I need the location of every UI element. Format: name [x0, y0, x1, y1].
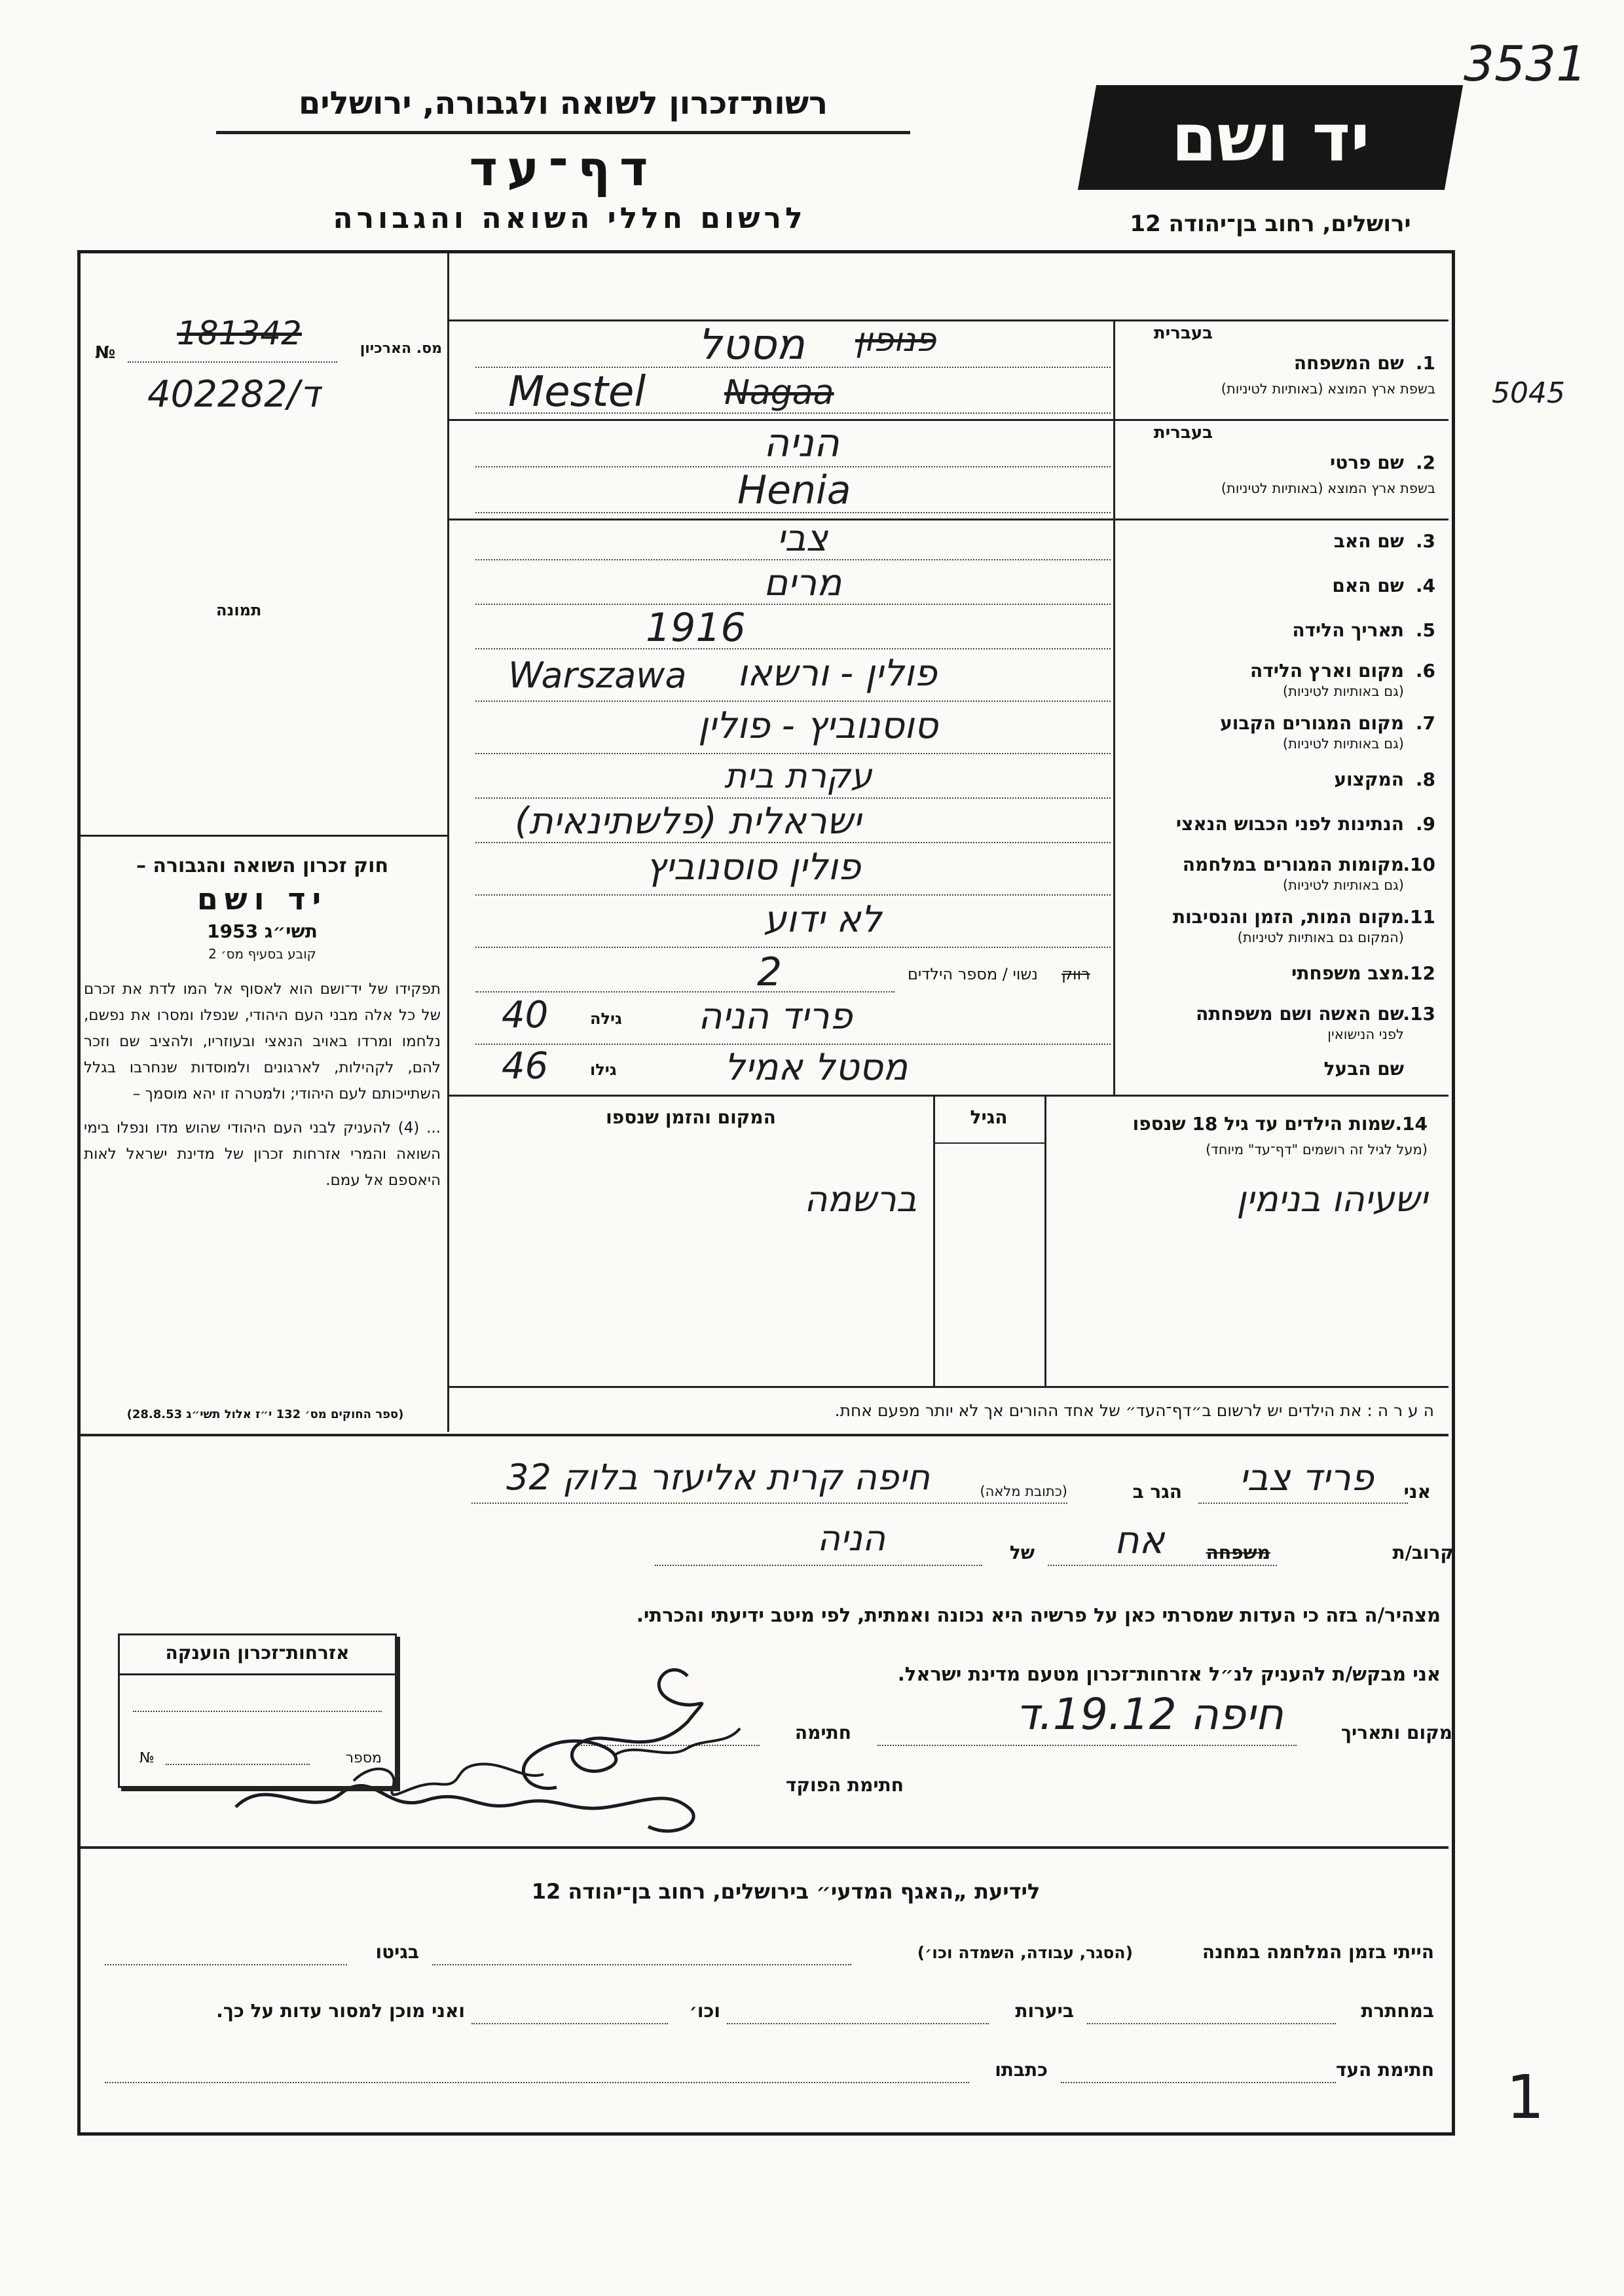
dotted-line — [475, 1044, 1111, 1045]
field-sublabel: (גם באותיות לטיניות) — [1282, 877, 1404, 893]
dotted-line — [105, 1964, 347, 1965]
field-number: 2. — [1415, 452, 1435, 473]
margin-reference-mark: 5045 — [1492, 376, 1565, 410]
field-residence — [449, 706, 1449, 758]
citizenship-box-title: אזרחות־זכרון הוענקה — [120, 1635, 395, 1675]
field-occupation — [449, 758, 1449, 803]
wartime-residence-value[interactable]: פולין סוסנוביץ — [646, 846, 861, 888]
marital-status-struck: רווק — [1061, 965, 1090, 983]
law-source: (ספר החוקים מס׳ 132 י״ז אלול תשי״ג 28.8.53) — [126, 1408, 404, 1421]
authority-name: רשות־זכרון לשואה ולגבורה, ירושלים — [298, 85, 828, 122]
footer-ghetto-label: בגיטו — [375, 1941, 419, 1963]
dotted-line — [475, 991, 895, 993]
field-sublabel: לפני הנישואין — [1327, 1027, 1404, 1042]
field-label-marital-status: מצב משפחתי — [1291, 962, 1404, 984]
field-wife-name — [449, 996, 1449, 1049]
field-number: 11. — [1403, 906, 1435, 928]
footer-witness-address-label: כתבתו — [995, 2059, 1048, 2081]
field-sublabel: (המקום גם באותיות לטיניות) — [1237, 930, 1404, 945]
family-name-latin-struck: Nagaa — [724, 373, 834, 412]
dotted-line — [475, 842, 1111, 843]
relation-struck: משפחה — [1206, 1542, 1270, 1563]
birth-place-value[interactable]: פולין - ורשאו — [737, 652, 937, 695]
first-name-hebrew[interactable]: הניה — [764, 420, 840, 466]
nationality-value[interactable]: ישראלית (פלשתינאית) — [515, 800, 861, 843]
dotted-line — [475, 512, 1111, 513]
field-label-first-name: שם פרטי — [1329, 452, 1404, 473]
citizenship-request: אני מבקש/ת להעניק לנ״ל אזרחות־זכרון מטעם מדינת ישראל. — [897, 1663, 1441, 1685]
law-block — [84, 854, 441, 1194]
citizenship-number-prefix: № — [139, 1750, 155, 1766]
place-date-value[interactable]: חיפה 19.12.ד — [1015, 1689, 1283, 1740]
authority-address: ירושלים, רחוב בן־יהודה 12 — [1130, 211, 1411, 237]
dotted-line — [471, 2023, 668, 2024]
law-clause: קובע בסעיף מס׳ 2 — [208, 946, 316, 962]
dotted-line — [475, 604, 1111, 605]
father-name-value[interactable]: צבי — [777, 517, 828, 560]
dotted-line — [166, 1764, 310, 1765]
form-subtitle: לרשום חללי השואה והגבורה — [333, 202, 807, 235]
declaration-top-rule — [81, 1434, 1449, 1436]
of-value[interactable]: הניה — [817, 1518, 886, 1559]
declarant-name[interactable]: פריד צבי — [1239, 1457, 1374, 1499]
field-father-name — [449, 517, 1449, 564]
logo-text: יד ושם — [1171, 99, 1370, 176]
dotted-line — [475, 559, 1111, 560]
declaration-statement: מצהיר/ה בזה כי העדות שמסרתי כאן על פרשיה היא נכונה ואמתית, לפי מיטב ידיעתי והכרתי. — [636, 1604, 1441, 1626]
archive-number-struck: 181342 — [177, 314, 302, 352]
children-sublabel: (מעל לגיל זה רושמים "דף־עד" מיוחד) — [1206, 1142, 1428, 1157]
declarant-address[interactable]: חיפה קרית אליעזר בלוק 32 — [506, 1457, 930, 1498]
children-col-place: המקום והזמן שנספו — [606, 1106, 776, 1128]
footer-etc-label: וכו׳ — [689, 2000, 720, 2022]
dotted-line — [475, 753, 1111, 754]
left-panel-separator — [81, 835, 447, 837]
photo-label: תמונה — [216, 601, 262, 619]
field-number: 13. — [1403, 1003, 1435, 1025]
children-col-age: הגיל — [970, 1106, 1008, 1128]
husband-age-label: גילו — [590, 1061, 617, 1079]
field-label-residence: מקום המגורים הקבוע — [1220, 712, 1404, 734]
field-label-birth-date: תאריך הלידה — [1292, 619, 1404, 641]
residence-value[interactable]: סוסנוביץ - פולין — [698, 704, 938, 747]
dotted-line — [475, 412, 1111, 414]
children-label: שמות הילדים עד גיל 18 שנספו — [1132, 1113, 1395, 1135]
family-name-hebrew-struck: פנופון — [855, 321, 936, 359]
dotted-line — [655, 1565, 982, 1566]
dotted-line — [475, 701, 1111, 702]
wife-age-value[interactable]: 40 — [502, 994, 549, 1036]
field-label-wartime-residence: מקומות המגורים במלחמה — [1182, 854, 1404, 875]
field-number: 14. — [1395, 1113, 1428, 1135]
field-label-wife-name: שם האשה ושם משפחתה — [1196, 1003, 1404, 1025]
law-title-yad-vashem: יד ושם — [196, 881, 328, 917]
field-sublabel: בשפת ארץ המוצא (באותיות לטיניות) — [1221, 481, 1435, 496]
child-name-value[interactable]: ישעיהו בנימין — [1236, 1178, 1428, 1220]
dotted-line — [432, 1964, 851, 1965]
field-label-family-name: שם המשפחה — [1293, 352, 1404, 374]
field-husband-name — [449, 1045, 1449, 1095]
footer-witness-signature-label: חתימת העד — [1335, 2059, 1434, 2081]
field-label-death-place: מקום המות, הזמן והנסיבות — [1172, 906, 1404, 928]
sheet-index-mark: 1 — [1506, 2062, 1545, 2132]
dotted-line — [475, 947, 1111, 948]
field-number: 4. — [1415, 575, 1435, 596]
relation-label: קרוב/ת — [1392, 1542, 1454, 1563]
family-name-hebrew[interactable]: מסטל — [698, 321, 805, 369]
signature-stroke — [523, 1670, 701, 1789]
footer-camp-label: הייתי בזמן המלחמה במחנה — [1202, 1941, 1434, 1963]
dotted-line — [727, 2023, 989, 2024]
archive-number-label: מס. הארכיון — [360, 340, 442, 357]
husband-age-value[interactable]: 46 — [502, 1045, 549, 1087]
birth-place-latin[interactable]: Warszawa — [508, 655, 687, 696]
dotted-line — [1198, 1503, 1408, 1504]
archive-number-line — [128, 361, 337, 363]
field-birth-place — [449, 653, 1449, 706]
dotted-line — [1048, 1565, 1277, 1566]
child-death-place-value[interactable]: ברשמה — [804, 1178, 917, 1220]
first-name-latin[interactable]: Henia — [737, 467, 851, 513]
dotted-line — [877, 1745, 1297, 1746]
field-family-name — [449, 321, 1449, 419]
field-number: 5. — [1415, 619, 1435, 641]
field-sublabel: (גם באותיות לטיניות) — [1282, 736, 1404, 752]
field-number: 6. — [1415, 660, 1435, 682]
mother-name-value[interactable]: מרים — [764, 562, 842, 604]
wife-name-value[interactable]: פריד הניה — [698, 995, 853, 1038]
field-number: 1. — [1415, 352, 1435, 374]
field-label-father-name: שם האב — [1333, 530, 1404, 552]
note-text: ה ע ר ה : את הילדים יש לרשום ב״דף־העד״ של אחד ההורים אך לא יותר מפעם אחת. — [834, 1401, 1434, 1420]
relation-value[interactable]: אח — [1114, 1518, 1165, 1562]
field-sublabel: בשפת ארץ המוצא (באותיות לטיניות) — [1221, 381, 1435, 397]
dotted-line — [471, 1503, 1067, 1504]
footer-top-rule — [81, 1846, 1449, 1849]
occupation-value[interactable]: עקרת בית — [724, 757, 872, 796]
law-title: חוק זכרון השואה והגבורה – — [136, 854, 389, 877]
footer-underground-label: במחתרת — [1361, 2000, 1434, 2022]
dotted-line — [475, 894, 1111, 896]
law-text-clause-4: ... (4) להעניק לבני העם היהודי שהוש מדו ונפלו בימי השואה והמרי אזרחות זכרון של מדינת ישראל לאות היאספם אל עמם. — [84, 1120, 441, 1189]
field-number: 12. — [1403, 962, 1435, 984]
hebrew-tag: בעברית — [1153, 423, 1213, 443]
signature-stroke — [236, 1785, 693, 1831]
law-text: תפקידו של יד־ושם הוא לאסוף אל המו לדת את זכרם של כל אלה מבני העם היהודי, שנפלו ומסרו את נפשם, נלחמו ומרדו באויב הנאצי ובעוזריו, ולהציב שם וזכר להם, לקהילות, לארגונים ולמוסדות שנחרבו בגלל השתייכותם לעם היהודי; ולמטרה זו יהא מוסמך – — [84, 981, 441, 1102]
of-label: של — [1009, 1542, 1035, 1563]
citizenship-number-label: מספר — [345, 1750, 382, 1766]
declarant-label: אני — [1403, 1481, 1431, 1503]
dotted-line — [475, 648, 1111, 649]
yad-vashem-logo — [1078, 85, 1463, 190]
form-title: דף־עד — [469, 141, 657, 197]
death-place-value[interactable]: לא ידוע — [764, 898, 882, 941]
archive-number-new: 402282/ד — [147, 373, 320, 416]
birth-date-value[interactable]: 1916 — [646, 605, 746, 651]
field-number: 10. — [1403, 854, 1435, 875]
dotted-line — [1087, 2023, 1336, 2024]
field-label-husband-name: שם הבעל — [1323, 1058, 1404, 1080]
dotted-line — [1061, 2082, 1336, 2083]
field-first-name — [449, 420, 1449, 519]
address-hint: (כתובת מלאה) — [980, 1484, 1067, 1499]
hebrew-tag: בעברית — [1153, 323, 1213, 343]
dotted-line — [133, 1711, 382, 1712]
citizenship-granted-box — [118, 1633, 397, 1788]
field-number: 7. — [1415, 712, 1435, 734]
children-col-divider-2 — [933, 1095, 935, 1386]
children-col-divider-1 — [1044, 1095, 1046, 1386]
field-label-nationality: הנתינות לפני הכבוש הנאצי — [1175, 813, 1404, 835]
place-date-label: מקום ותאריך — [1340, 1722, 1452, 1743]
children-count-value[interactable]: 2 — [757, 949, 783, 995]
field-number: 9. — [1415, 813, 1435, 835]
field-mother-name — [449, 564, 1449, 609]
field-number: 3. — [1415, 530, 1435, 552]
residing-label: הגר ב — [1132, 1481, 1182, 1503]
wife-age-label: גילה — [590, 1010, 622, 1028]
children-table-top — [449, 1095, 1449, 1097]
field-label-birth-place: מקום וארץ הלידה — [1250, 660, 1404, 682]
children-header-rule — [933, 1142, 1044, 1144]
note-top-rule — [449, 1386, 1449, 1388]
field-label-mother-name: שם האם — [1332, 575, 1404, 596]
field-number: 8. — [1415, 769, 1435, 790]
field-sublabel: (גם באותיות לטיניות) — [1282, 683, 1404, 699]
footer-forests-label: ביערות — [1015, 2000, 1074, 2022]
page-number-mark: 3531 — [1464, 36, 1587, 92]
marital-status-options: נשוי / מספר הילדים — [908, 965, 1038, 983]
dotted-line — [105, 2082, 969, 2083]
footer-camp-types: (הסגר, עבודה, השמדה וכו׳) — [917, 1943, 1133, 1962]
law-year: תשי״ג 1953 — [207, 920, 318, 942]
archive-number-prefix: № — [95, 343, 116, 363]
footer-title: לידיעת „האגף המדעי״ בירושלים, רחוב בן־יהודה 12 — [531, 1879, 1041, 1904]
supervisor-signature-label: חתימת הפוקד — [785, 1774, 904, 1796]
archive-number-block — [82, 314, 445, 432]
field-label-occupation: המקצוע — [1334, 769, 1404, 790]
header-underline — [216, 131, 910, 134]
husband-name-value[interactable]: מסטל אמיל — [724, 1046, 908, 1089]
family-name-latin[interactable]: Mestel — [508, 368, 646, 416]
footer-willing-label: ואני מוכן למסור עדות על כך. — [216, 2000, 465, 2022]
field-marital-status — [449, 949, 1449, 996]
field-death-place — [449, 900, 1449, 952]
field-wartime-residence — [449, 847, 1449, 900]
signature-label: חתימה — [794, 1722, 851, 1743]
field-nationality — [449, 800, 1449, 847]
dotted-line — [475, 797, 1111, 799]
field-birth-date — [449, 605, 1449, 653]
